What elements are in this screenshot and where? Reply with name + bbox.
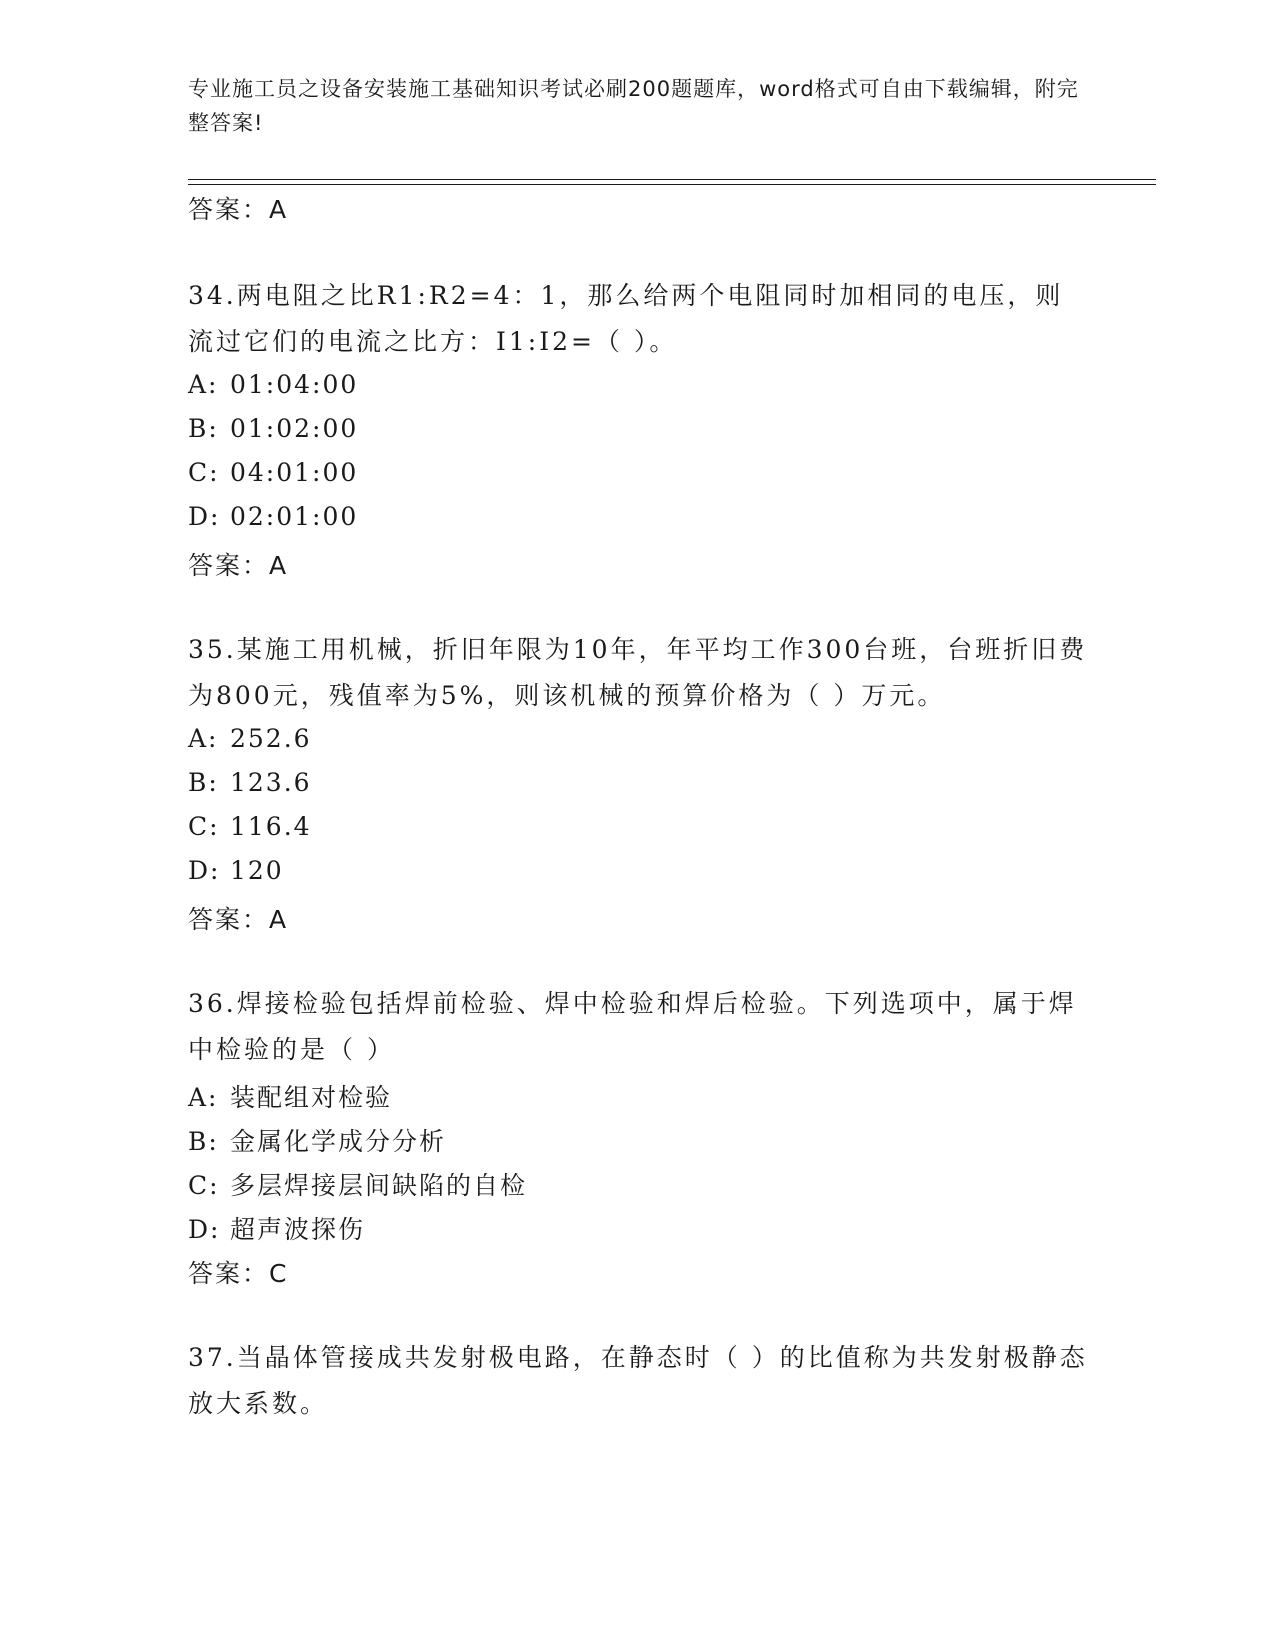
option-letter: D:	[188, 856, 221, 885]
question-34-option-b	[188, 414, 358, 443]
option-letter: D:	[188, 502, 221, 531]
option-letter: B:	[188, 768, 219, 797]
option-letter: C:	[188, 1171, 220, 1200]
question-36-option-d	[188, 1210, 365, 1246]
option-text: 116.4	[230, 812, 312, 841]
question-35-text: 35.某施工用机械，折旧年限为10年，年平均工作300台班，台班折旧费为800元，残值率为5%，则该机械的预算价格为（ ）万元。	[188, 635, 1088, 710]
document-header: 专业施工员之设备安装施工基础知识考试必刷200题题库，word格式可自由下载编辑，附完整答案!	[188, 77, 1079, 135]
option-letter: B:	[188, 414, 219, 443]
option-text: 金属化学成分分析	[230, 1127, 447, 1156]
option-letter: D:	[188, 1215, 221, 1244]
question-34-option-a	[188, 370, 358, 399]
option-text: 04:01:00	[230, 458, 359, 487]
option-text: 252.6	[230, 724, 312, 753]
question-35-option-a	[188, 724, 312, 753]
option-letter: B:	[188, 1127, 219, 1156]
question-35-answer: 答案：A	[188, 905, 289, 934]
question-37-text: 37.当晶体管接成共发射极电路，在静态时（ ）的比值称为共发射极静态放大系数。	[188, 1343, 1088, 1418]
question-35-option-d	[188, 856, 284, 885]
question-36-text: 36.焊接检验包括焊前检验、焊中检验和焊后检验。下列选项中，属于焊中检验的是（ ）	[188, 989, 1077, 1064]
option-text: 装配组对检验	[230, 1083, 393, 1112]
question-34-option-d	[188, 502, 358, 531]
option-letter: A:	[188, 1083, 219, 1112]
option-letter: C:	[188, 812, 220, 841]
header-rule-thin	[188, 179, 1156, 180]
option-text: 01:02:00	[230, 414, 359, 443]
question-34-option-c	[188, 458, 358, 487]
option-text: 01:04:00	[230, 370, 359, 399]
question-36-option-c	[188, 1166, 527, 1202]
question-36-option-b	[188, 1122, 446, 1158]
option-text: 123.6	[230, 768, 312, 797]
header-rule	[188, 184, 1156, 185]
option-letter: A:	[188, 724, 219, 753]
question-36-option-a	[188, 1078, 392, 1114]
question-34-answer: 答案：A	[188, 551, 289, 580]
answer-line: 答案：A	[188, 195, 289, 224]
option-text: 02:01:00	[230, 502, 359, 531]
option-text: 多层焊接层间缺陷的自检	[230, 1171, 528, 1200]
option-text: 120	[230, 856, 284, 885]
option-letter: A:	[188, 370, 219, 399]
question-35-option-c	[188, 812, 312, 841]
question-34-text: 34.两电阻之比R1:R2=4：1，那么给两个电阻同时加相同的电压，则流过它们的电流之比方：I1:I2=（ ）。	[188, 281, 1064, 356]
question-35-option-b	[188, 768, 312, 797]
option-text: 超声波探伤	[230, 1215, 366, 1244]
question-36-answer: 答案：C	[188, 1259, 289, 1288]
option-letter: C:	[188, 458, 220, 487]
